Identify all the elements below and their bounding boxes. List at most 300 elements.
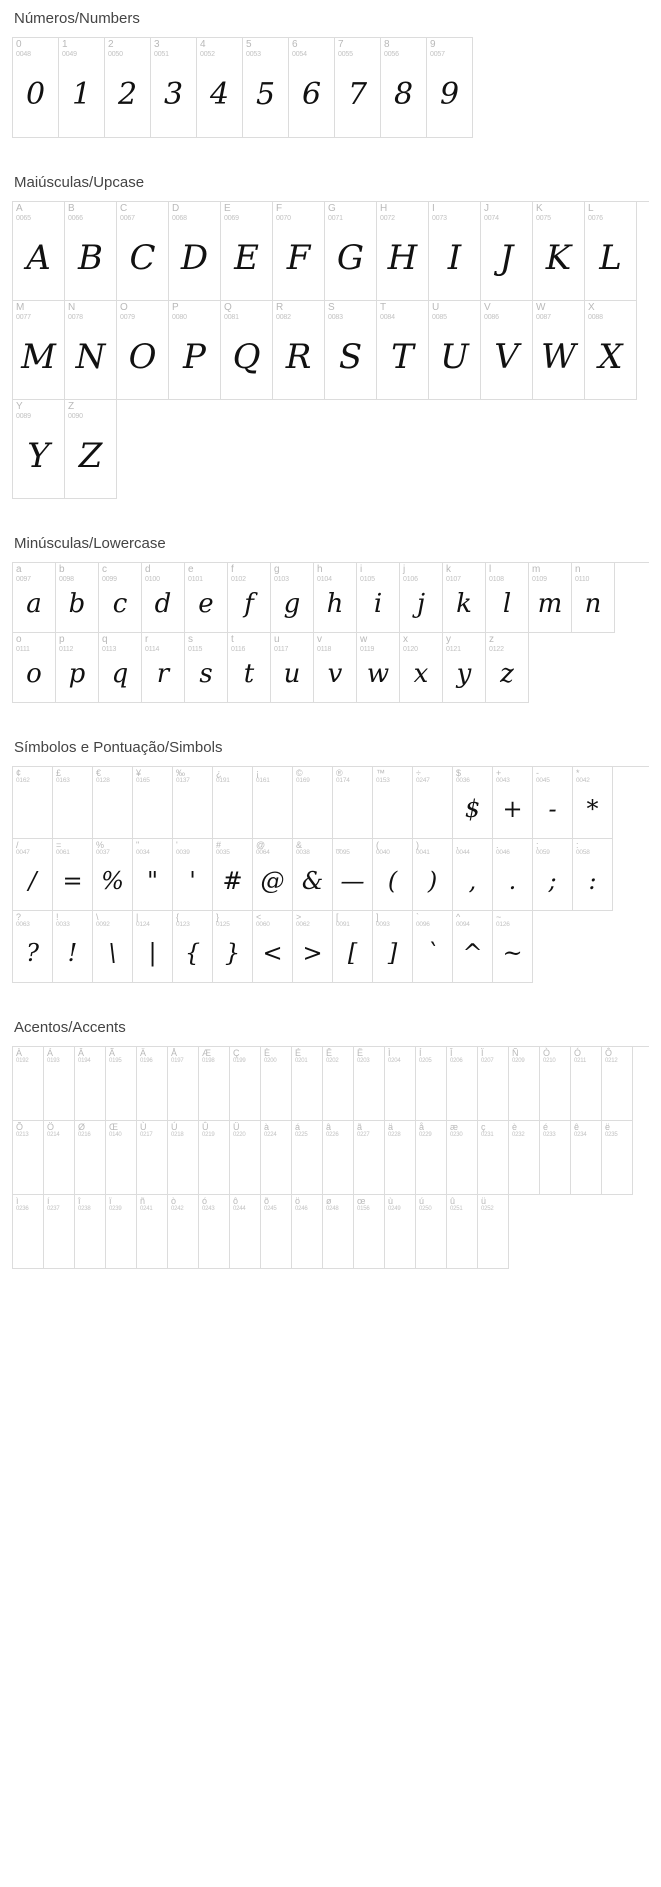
glyph-cell[interactable] <box>453 767 493 839</box>
glyph-cell[interactable] <box>133 911 173 983</box>
glyph-cell[interactable] <box>333 839 373 911</box>
glyph-cell[interactable] <box>13 301 65 400</box>
glyph-meta <box>373 767 412 785</box>
glyph-code-label: 0048 <box>16 50 31 58</box>
glyph-cell[interactable] <box>481 202 533 301</box>
glyph-code-label: 0202 <box>326 1058 339 1065</box>
glyph-char-label: Q <box>224 302 232 313</box>
glyph-cell[interactable] <box>509 1121 540 1195</box>
glyph-cell[interactable] <box>213 911 253 983</box>
glyph-meta <box>271 563 313 583</box>
glyph-meta <box>572 563 614 583</box>
glyph-preview: ! <box>67 938 78 967</box>
glyph-char-label: I <box>432 203 435 214</box>
glyph-code-label: 0217 <box>140 1132 153 1139</box>
glyph-cell[interactable] <box>221 202 273 301</box>
glyph-cell[interactable] <box>493 839 533 911</box>
glyph-char-label: q <box>102 634 108 645</box>
glyph-cell[interactable] <box>443 563 486 633</box>
glyph-cell[interactable] <box>292 1047 323 1121</box>
glyph-cell[interactable] <box>377 202 429 301</box>
glyph-code-label: 0095 <box>336 849 350 857</box>
glyph-cell[interactable] <box>533 301 585 400</box>
glyph-cell[interactable] <box>213 767 253 839</box>
glyph-code-label: 0038 <box>296 849 310 857</box>
glyph-cell[interactable] <box>325 202 377 301</box>
glyph-cell[interactable] <box>142 563 185 633</box>
glyph-cell[interactable] <box>447 1121 478 1195</box>
glyph-meta <box>133 767 172 785</box>
glyph-code-label: 0198 <box>202 1058 215 1065</box>
glyph-code-label: 0078 <box>68 313 83 321</box>
glyph-meta <box>221 202 272 222</box>
glyph-cell[interactable] <box>142 633 185 703</box>
glyph-preview <box>199 1213 229 1268</box>
glyph-cell[interactable] <box>261 1195 292 1269</box>
glyph-cell[interactable] <box>333 767 373 839</box>
glyph-cell[interactable] <box>585 301 637 400</box>
glyph-cell[interactable] <box>228 633 271 703</box>
glyph-cell[interactable] <box>416 1195 447 1269</box>
glyph-cell[interactable] <box>13 767 53 839</box>
glyph-char-label: œ <box>357 1196 366 1206</box>
glyph-cell[interactable] <box>75 1121 106 1195</box>
glyph-cell[interactable] <box>481 301 533 400</box>
glyph-cell[interactable] <box>427 38 473 138</box>
glyph-cell[interactable] <box>117 301 169 400</box>
glyph-cell[interactable] <box>381 38 427 138</box>
glyph-cell[interactable] <box>169 202 221 301</box>
glyph-cell[interactable] <box>493 911 533 983</box>
glyph-char-label: 0 <box>16 39 22 50</box>
glyph-cell[interactable] <box>173 839 213 911</box>
glyph-code-label: 0212 <box>605 1058 618 1065</box>
glyph-cell[interactable] <box>400 633 443 703</box>
glyph-cell[interactable] <box>133 767 173 839</box>
glyph-code-label: 0101 <box>188 575 203 583</box>
glyph-cell[interactable] <box>509 1047 540 1121</box>
glyph-preview: g <box>283 589 301 620</box>
glyph-cell[interactable] <box>571 1047 602 1121</box>
glyph-preview: O <box>128 336 157 377</box>
glyph-cell[interactable] <box>261 1121 292 1195</box>
glyph-cell[interactable] <box>413 839 453 911</box>
glyph-meta <box>533 839 572 857</box>
glyph-char-label: K <box>536 203 543 214</box>
glyph-cell[interactable] <box>137 1047 168 1121</box>
glyph-char-label: Ô <box>605 1048 613 1058</box>
glyph-meta <box>354 1195 384 1213</box>
glyph-cell[interactable] <box>13 202 65 301</box>
glyph-cell[interactable] <box>289 38 335 138</box>
glyph-cell[interactable] <box>572 563 615 633</box>
glyph-cell[interactable] <box>314 563 357 633</box>
glyph-cell[interactable] <box>13 400 65 499</box>
glyph-meta <box>533 767 572 785</box>
glyph-char-label: ù <box>388 1196 394 1206</box>
glyph-char-label: ô <box>233 1196 239 1206</box>
glyph-preview: 2 <box>117 76 138 112</box>
glyph-cell[interactable] <box>230 1121 261 1195</box>
glyph-cell[interactable] <box>429 301 481 400</box>
glyph-cell[interactable] <box>261 1047 292 1121</box>
glyph-cell[interactable] <box>357 633 400 703</box>
glyph-cell[interactable] <box>447 1047 478 1121</box>
glyph-cell[interactable] <box>354 1195 385 1269</box>
glyph-meta <box>540 1047 570 1065</box>
glyph-code-label: 0204 <box>388 1058 401 1065</box>
glyph-cell[interactable] <box>377 301 429 400</box>
glyph-cell[interactable] <box>173 911 213 983</box>
glyph-cell[interactable] <box>199 1121 230 1195</box>
glyph-code-label: 0066 <box>68 214 83 222</box>
glyph-code-label: 0226 <box>326 1132 339 1139</box>
glyph-code-label: 0122 <box>489 645 504 653</box>
glyph-cell[interactable] <box>354 1047 385 1121</box>
glyph-char-label: 7 <box>338 39 344 50</box>
glyph-cell[interactable] <box>106 1121 137 1195</box>
glyph-cell[interactable] <box>13 1047 44 1121</box>
glyph-code-label: 0068 <box>172 214 187 222</box>
glyph-preview <box>13 1139 43 1194</box>
glyph-cell[interactable] <box>573 767 613 839</box>
glyph-cell[interactable] <box>253 839 293 911</box>
glyph-cell[interactable] <box>44 1195 75 1269</box>
glyph-code-label: 0224 <box>264 1132 277 1139</box>
glyph-char-label: < <box>256 912 262 922</box>
glyph-cell[interactable] <box>385 1121 416 1195</box>
glyph-preview: | <box>148 938 157 967</box>
glyph-preview: , <box>468 866 477 895</box>
glyph-code-label: 0049 <box>62 50 77 58</box>
glyph-meta <box>173 839 212 857</box>
glyph-cell[interactable] <box>75 1195 106 1269</box>
glyph-cell[interactable] <box>292 1121 323 1195</box>
glyph-cell[interactable] <box>533 839 573 911</box>
glyph-cell[interactable] <box>93 839 133 911</box>
glyph-preview <box>447 1065 477 1120</box>
glyph-code-label: 0203 <box>357 1058 370 1065</box>
glyph-cell[interactable] <box>117 202 169 301</box>
glyph-cell[interactable] <box>325 301 377 400</box>
glyph-meta <box>56 633 98 653</box>
glyph-cell[interactable] <box>13 633 56 703</box>
glyph-meta <box>261 1195 291 1213</box>
glyph-cell[interactable] <box>185 563 228 633</box>
glyph-preview: D <box>180 237 209 278</box>
glyph-char-label: Â <box>78 1048 85 1058</box>
glyph-cell[interactable] <box>53 911 93 983</box>
glyph-cell[interactable] <box>602 1047 633 1121</box>
glyph-preview: ^ <box>462 938 483 967</box>
glyph-cell[interactable] <box>13 563 56 633</box>
glyph-preview <box>53 785 92 838</box>
glyph-char-label: & <box>296 840 303 850</box>
glyph-cell[interactable] <box>230 1195 261 1269</box>
glyph-cell[interactable] <box>53 767 93 839</box>
glyph-cell[interactable] <box>573 839 613 911</box>
glyph-cell[interactable] <box>478 1121 509 1195</box>
glyph-cell[interactable] <box>151 38 197 138</box>
glyph-cell[interactable] <box>273 301 325 400</box>
glyph-char-label: V <box>484 302 491 313</box>
glyph-code-label: 0079 <box>120 313 135 321</box>
glyph-code-label: 0039 <box>176 849 190 857</box>
glyph-cell[interactable] <box>486 563 529 633</box>
glyph-cell[interactable] <box>323 1047 354 1121</box>
glyph-char-label: S <box>328 302 335 313</box>
glyph-cell[interactable] <box>571 1121 602 1195</box>
glyph-cell[interactable] <box>13 38 59 138</box>
glyph-cell[interactable] <box>99 633 142 703</box>
glyph-cell[interactable] <box>273 202 325 301</box>
glyph-preview: ` <box>426 938 439 967</box>
glyph-code-label: 0126 <box>496 921 510 929</box>
glyph-cell[interactable] <box>486 633 529 703</box>
glyph-preview: @ <box>260 866 285 895</box>
glyph-meta <box>447 1047 477 1065</box>
glyph-cell[interactable] <box>253 767 293 839</box>
glyph-cell[interactable] <box>106 1195 137 1269</box>
glyph-code-label: 0201 <box>295 1058 308 1065</box>
glyph-code-label: 0191 <box>216 777 230 785</box>
glyph-cell[interactable] <box>453 911 493 983</box>
glyph-code-label: 0156 <box>357 1206 370 1213</box>
glyph-code-label: 0064 <box>256 849 270 857</box>
glyph-preview: 4 <box>209 76 230 112</box>
glyph-char-label: Î <box>450 1048 453 1058</box>
glyph-meta <box>325 301 376 321</box>
glyph-cell[interactable] <box>75 1047 106 1121</box>
glyph-cell[interactable] <box>65 202 117 301</box>
glyph-cell[interactable] <box>65 400 117 499</box>
glyph-char-label: [ <box>336 912 339 922</box>
glyph-char-label: å <box>419 1122 425 1132</box>
glyph-meta <box>13 38 58 58</box>
glyph-cell[interactable] <box>56 563 99 633</box>
glyph-cell[interactable] <box>137 1195 168 1269</box>
glyph-cell[interactable] <box>373 839 413 911</box>
glyph-cell[interactable] <box>271 563 314 633</box>
glyph-cell[interactable] <box>443 633 486 703</box>
glyph-code-label: 0061 <box>56 849 70 857</box>
glyph-cell[interactable] <box>137 1121 168 1195</box>
glyph-code-label: 0096 <box>416 921 430 929</box>
glyph-meta <box>325 202 376 222</box>
glyph-meta <box>213 767 252 785</box>
glyph-meta <box>273 202 324 222</box>
glyph-cell[interactable] <box>93 767 133 839</box>
section-accents <box>12 1009 649 1269</box>
glyph-cell[interactable] <box>385 1195 416 1269</box>
glyph-cell[interactable] <box>133 839 173 911</box>
glyph-cell[interactable] <box>59 38 105 138</box>
glyph-cell[interactable] <box>13 1195 44 1269</box>
glyph-cell[interactable] <box>99 563 142 633</box>
glyph-cell[interactable] <box>293 911 333 983</box>
glyph-code-label: 0093 <box>376 921 390 929</box>
glyph-cell[interactable] <box>13 839 53 911</box>
glyph-code-label: 0200 <box>264 1058 277 1065</box>
glyph-meta <box>137 1195 167 1213</box>
glyph-cell[interactable] <box>478 1047 509 1121</box>
glyph-code-label: 0089 <box>16 412 31 420</box>
glyph-meta <box>413 911 452 929</box>
glyph-char-label: , <box>456 840 459 850</box>
glyph-cell[interactable] <box>44 1047 75 1121</box>
glyph-preview <box>416 1213 446 1268</box>
glyph-meta <box>335 38 380 58</box>
glyph-cell[interactable] <box>447 1195 478 1269</box>
glyph-char-label: l <box>489 564 492 575</box>
glyph-cell[interactable] <box>385 1047 416 1121</box>
glyph-cell[interactable] <box>56 633 99 703</box>
section-upcase <box>12 164 649 499</box>
glyph-cell[interactable] <box>13 911 53 983</box>
glyph-cell[interactable] <box>357 563 400 633</box>
glyph-preview <box>509 1065 539 1120</box>
glyph-code-label: 0045 <box>536 777 550 785</box>
glyph-cell[interactable] <box>540 1121 571 1195</box>
glyph-meta <box>106 1121 136 1139</box>
glyph-code-label: 0063 <box>16 921 30 929</box>
glyph-cell[interactable] <box>413 911 453 983</box>
glyph-cell[interactable] <box>585 202 637 301</box>
glyph-cell[interactable] <box>197 38 243 138</box>
glyph-meta <box>13 1047 43 1065</box>
glyph-meta <box>385 1195 415 1213</box>
glyph-code-label: 0037 <box>96 849 110 857</box>
glyph-cell[interactable] <box>93 911 133 983</box>
glyph-cell[interactable] <box>230 1047 261 1121</box>
glyph-code-label: 0060 <box>256 921 270 929</box>
glyph-cell[interactable] <box>106 1047 137 1121</box>
glyph-cell[interactable] <box>493 767 533 839</box>
glyph-code-label: 0047 <box>16 849 30 857</box>
glyph-cell[interactable] <box>323 1121 354 1195</box>
glyph-meta <box>416 1047 446 1065</box>
glyph-code-label: 0081 <box>224 313 239 321</box>
glyph-preview <box>323 1139 353 1194</box>
glyph-cell[interactable] <box>13 1121 44 1195</box>
glyph-code-label: 0244 <box>233 1206 246 1213</box>
glyph-cell[interactable] <box>65 301 117 400</box>
glyph-cell[interactable] <box>533 767 573 839</box>
glyph-char-label: $ <box>456 768 462 778</box>
glyph-preview: G <box>336 237 365 278</box>
glyph-char-label: @ <box>256 840 266 850</box>
glyph-cell[interactable] <box>228 563 271 633</box>
glyph-cell[interactable] <box>314 633 357 703</box>
glyph-char-label: Ç <box>233 1048 240 1058</box>
glyph-cell[interactable] <box>540 1047 571 1121</box>
glyph-cell[interactable] <box>44 1121 75 1195</box>
glyph-cell[interactable] <box>293 839 333 911</box>
glyph-cell[interactable] <box>453 839 493 911</box>
glyph-cell[interactable] <box>373 911 413 983</box>
glyph-cell[interactable] <box>221 301 273 400</box>
glyph-meta <box>400 633 442 653</box>
glyph-cell[interactable] <box>335 38 381 138</box>
glyph-cell[interactable] <box>271 633 314 703</box>
glyph-preview <box>168 1139 198 1194</box>
glyph-preview: L <box>599 237 622 278</box>
glyph-cell[interactable] <box>169 301 221 400</box>
glyph-cell[interactable] <box>373 767 413 839</box>
glyph-char-label: ® <box>336 768 343 778</box>
glyph-char-label: | <box>136 912 139 922</box>
glyph-char-label: Ñ <box>512 1048 519 1058</box>
glyph-cell[interactable] <box>602 1121 633 1195</box>
glyph-code-label: 0044 <box>456 849 470 857</box>
glyph-char-label: û <box>450 1196 456 1206</box>
glyph-cell[interactable] <box>105 38 151 138</box>
glyph-cell[interactable] <box>293 767 333 839</box>
glyph-cell[interactable] <box>168 1047 199 1121</box>
glyph-cell[interactable] <box>185 633 228 703</box>
glyph-cell[interactable] <box>199 1047 230 1121</box>
glyph-cell[interactable] <box>199 1195 230 1269</box>
glyph-cell[interactable] <box>243 38 289 138</box>
glyph-cell[interactable] <box>253 911 293 983</box>
glyph-cell[interactable] <box>413 767 453 839</box>
glyph-cell[interactable] <box>168 1121 199 1195</box>
glyph-preview: 6 <box>301 76 322 112</box>
glyph-code-label: 0097 <box>16 575 31 583</box>
glyph-cell[interactable] <box>168 1195 199 1269</box>
glyph-preview <box>571 1139 601 1194</box>
glyph-code-label: 0088 <box>588 313 603 321</box>
glyph-char-label: 4 <box>200 39 206 50</box>
glyph-preview <box>75 1065 105 1120</box>
glyph-cell[interactable] <box>354 1121 385 1195</box>
glyph-preview <box>416 1139 446 1194</box>
glyph-code-label: 0227 <box>357 1132 370 1139</box>
glyph-meta <box>99 633 141 653</box>
glyph-cell[interactable] <box>292 1195 323 1269</box>
section-title: Maiúsculas/Upcase <box>14 174 145 191</box>
glyph-cell[interactable] <box>429 202 481 301</box>
glyph-code-label: 0218 <box>171 1132 184 1139</box>
glyph-cell[interactable] <box>529 563 572 633</box>
glyph-code-label: 0137 <box>176 777 190 785</box>
glyph-meta <box>447 1121 477 1139</box>
glyph-cell[interactable] <box>213 839 253 911</box>
glyph-char-label: - <box>536 768 539 778</box>
glyph-char-label: ¡ <box>256 768 259 778</box>
glyph-meta <box>573 839 612 857</box>
glyph-char-label: X <box>588 302 595 313</box>
glyph-char-label: k <box>446 564 451 575</box>
glyph-cell[interactable] <box>400 563 443 633</box>
glyph-char-label: A <box>16 203 23 214</box>
glyph-cell[interactable] <box>533 202 585 301</box>
glyph-cell[interactable] <box>173 767 213 839</box>
glyph-cell[interactable] <box>416 1047 447 1121</box>
glyph-cell[interactable] <box>333 911 373 983</box>
glyph-cell[interactable] <box>323 1195 354 1269</box>
glyph-preview <box>413 785 452 838</box>
glyph-code-label: 0242 <box>171 1206 184 1213</box>
glyph-char-label: G <box>328 203 336 214</box>
glyph-cell[interactable] <box>53 839 93 911</box>
glyph-preview <box>292 1139 322 1194</box>
glyph-code-label: 0193 <box>47 1058 60 1065</box>
glyph-char-label: U <box>432 302 440 313</box>
glyph-code-label: 0118 <box>317 645 332 653</box>
glyph-cell[interactable] <box>478 1195 509 1269</box>
glyph-cell[interactable] <box>416 1121 447 1195</box>
